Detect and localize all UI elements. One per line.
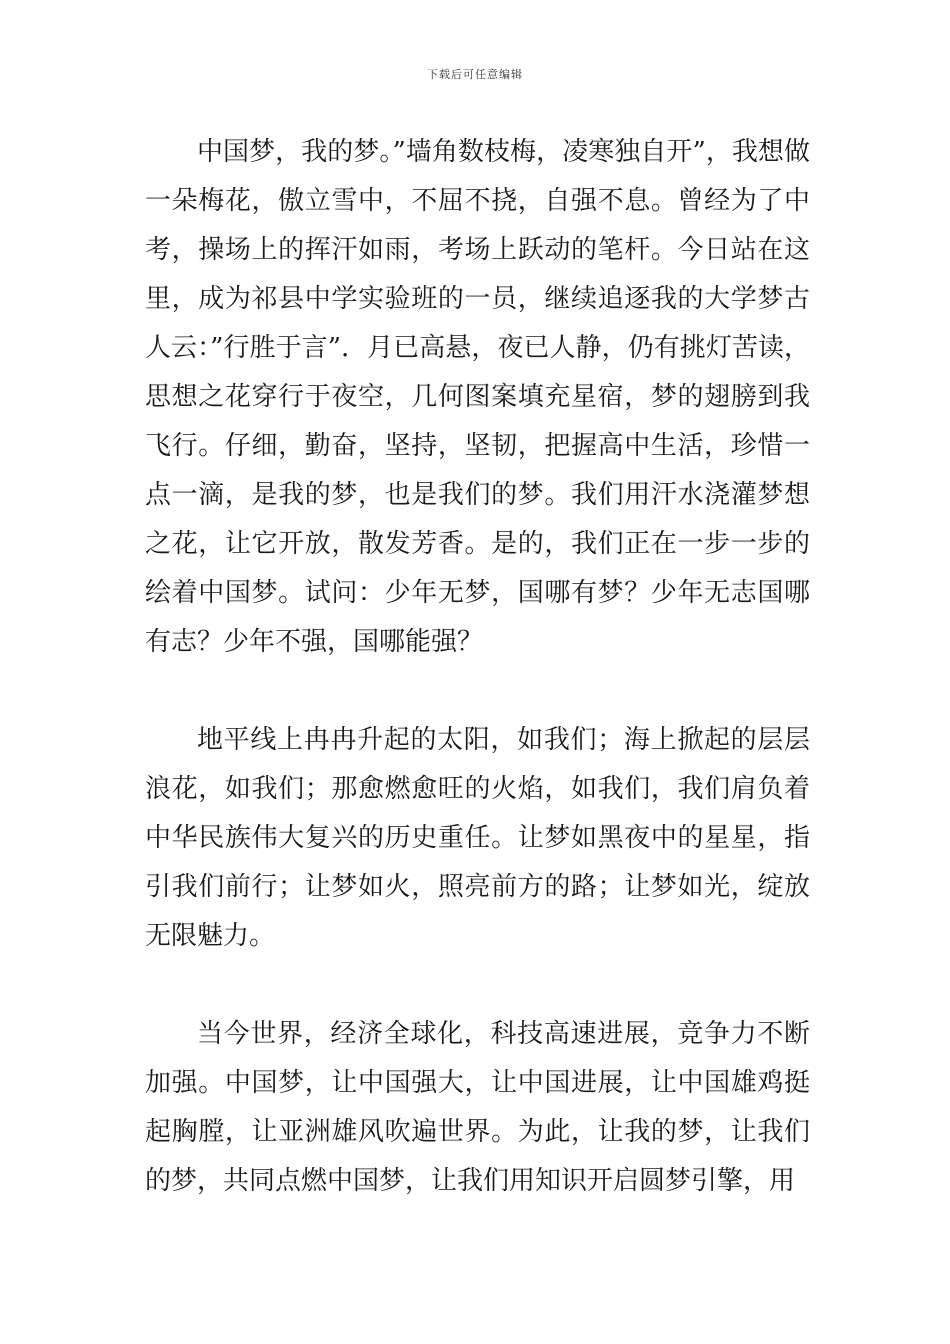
paragraph-2: 地平线上冉冉升起的太阳，如我们；海上掀起的层层浪花，如我们；那愈燃愈旺的火焰，如我们，我们肩负着中华民族伟大复兴的历史重任。让梦如黑夜中的星星，指引我们前行；让梦如火，照亮前方的路；让梦如光，绽放无限魅力。	[145, 725, 810, 951]
header-note: 下载后可任意编辑	[427, 68, 523, 81]
paragraph-1: 中国梦，我的梦。”墙角数枝梅，凌寒独自开”，我想做一朵梅花，傲立雪中，不屈不挠，自强不息。曾经为了中考，操场上的挥汗如雨，考场上跃动的笔杆。今日站在这里，成为祁县中学实验班的一员，继续追逐我的大学梦古人云：”行胜于言”．月已高悬，夜已人静，仍有挑灯苦读，思想之花穿行于夜空，几何图案填充星宿，梦的翅膀到我飞行。仔细，勤奋，坚持，坚韧，把握高中生活，珍惜一点一滴，是我的梦，也是我们的梦。我们用汗水浇灌梦想之花，让它开放，散发芳香。是的，我们正在一步一步的绘着中国梦。试问：少年无梦，国哪有梦？少年无志国哪有志？少年不强，国哪能强？	[145, 137, 810, 657]
paragraph-3: 当今世界，经济全球化，科技高速进展，竞争力不断加强。中国梦，让中国强大，让中国进展，让中国雄鸡挺起胸膛，让亚洲雄风吹遍世界。为此，让我的梦，让我们的梦，共同点燃中国梦，让我们用知识开启圆梦引擎，用	[145, 1019, 810, 1196]
document-body	[145, 128, 810, 1206]
